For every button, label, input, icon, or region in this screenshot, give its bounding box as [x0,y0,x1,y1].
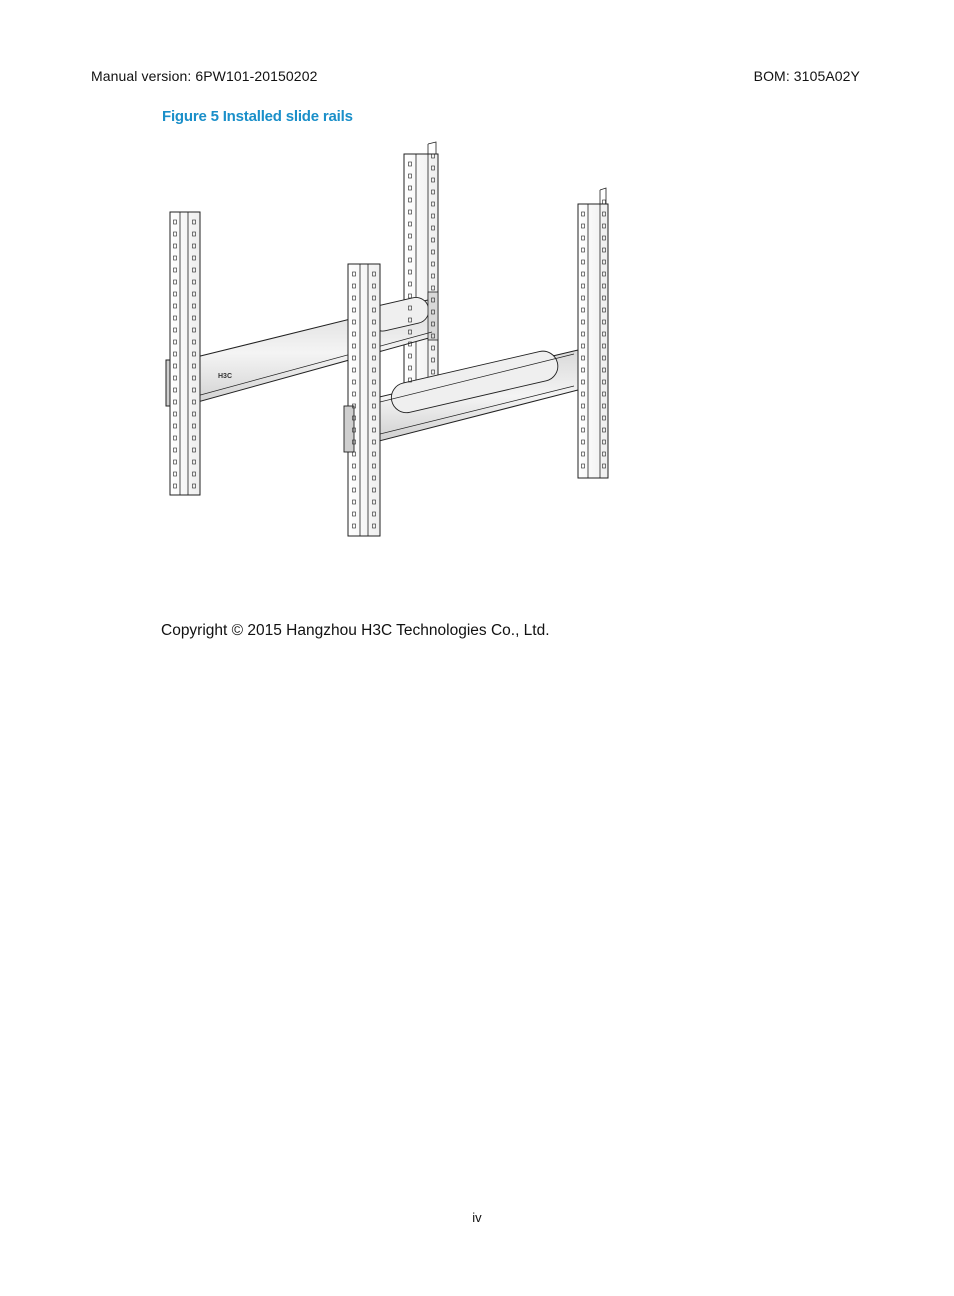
rack-hole [603,200,606,204]
figure-caption: Figure 5 Installed slide rails [162,108,353,125]
slide-rails-illustration [160,140,620,540]
copyright-notice: Copyright © 2015 Hangzhou H3C Technologies Co., Ltd. [161,622,550,639]
rack-post-back-left [404,142,438,386]
page-number: iv [472,1210,482,1225]
header-bom: BOM: 3105A02Y [753,68,860,84]
rail-logo: H3C [218,373,233,380]
header-manual-version: Manual version: 6PW101-20150202 [91,68,318,84]
rack-post-back-right [578,188,608,478]
rack-post-front-right [344,264,380,536]
